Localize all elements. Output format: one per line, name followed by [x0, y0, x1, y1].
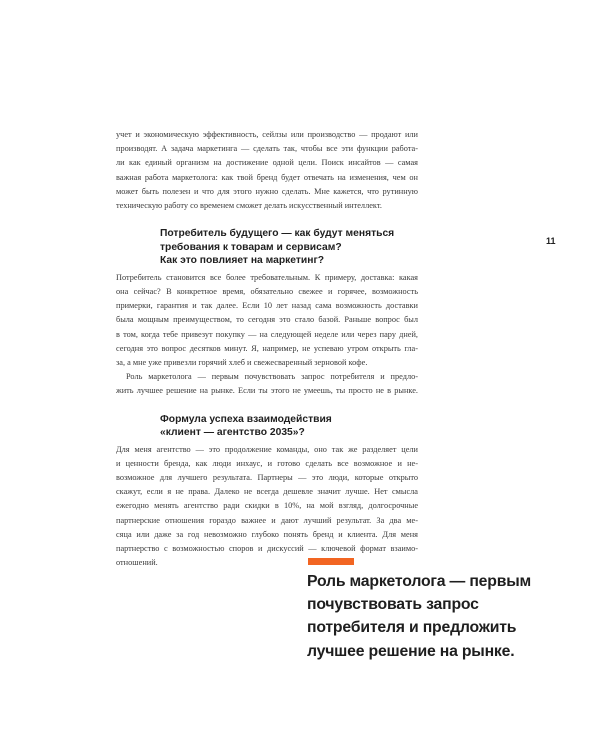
pull-quote-line: почувствовать запрос	[307, 596, 479, 614]
agency-paragraph	[116, 443, 418, 571]
pull-quote-line: потребителя и предложить	[307, 619, 517, 637]
text-line: может быть полезен и что для этого нужно сделать. Мне кажется, что рутинную	[116, 186, 418, 196]
text-line: была мощным преимуществом, то сегодня это стало базой. Раньше вопрос был	[116, 315, 418, 325]
heading-line: Формула успеха взаимодействия	[160, 413, 332, 425]
text-line: за, а мне уже привезли горячий хлеб и свежесваренный зерновой кофе.	[116, 357, 368, 367]
text-line: важная работа маркетолога: как твой бренд будет отвечать на изменения, чем он	[116, 172, 418, 182]
text-line: и ценности бренда, как люди инхаус, и готово сделать все возможное и не-	[116, 458, 418, 468]
intro-paragraph	[116, 128, 418, 213]
consumer-paragraph	[116, 271, 418, 370]
article-column	[116, 128, 418, 570]
text-line: производят. А задача маркетинга — сделать так, чтобы все эти функции работа-	[116, 144, 418, 154]
heading-line: Как это повлияет на маркетинг?	[160, 255, 325, 267]
text-line: примерки, гарантия и так далее. Если 10 лет назад сама возможность доставки	[116, 301, 418, 311]
text-line: она сейчас? В конкретное время, обязательно свежее и горячее, возможность	[116, 286, 418, 296]
text-line: партнерство с возможностью споров и дискуссий — ключевой формат взаимо-	[116, 543, 418, 553]
accent-bar	[308, 558, 354, 565]
text-line: жить лучшее решение на рынке. Если ты этого не умеешь, ты просто не в рынке.	[116, 386, 418, 396]
text-line: техническую работу со временем сможет делать искусственный интеллект.	[116, 201, 382, 211]
pull-quote-line: Роль маркетолога — первым	[307, 573, 531, 590]
text-line: Роль маркетолога — первым почувствовать запрос потребителя и предло-	[126, 372, 418, 382]
text-line: партнерские отношения гораздо важнее и дают лучший результат. За два ме-	[116, 515, 418, 525]
text-line: отношений.	[116, 558, 158, 568]
text-line: Для меня агентство — это продолжение команды, оно так же разделяет цели	[116, 444, 418, 454]
text-line: возможное для лучшего результата. Партнеры — это люди, которые открыто	[116, 472, 418, 482]
text-line: учет и экономическую эффективность, сейлзы или производство — продают или	[116, 130, 418, 139]
section-heading-success-formula	[160, 413, 418, 440]
text-line: Потребитель становится все более требовательным. К примеру, доставка: какая	[116, 272, 418, 282]
text-line: ежегодно менять агентство ради скидки в 10%, на мой взгляд, долгосрочные	[116, 501, 418, 511]
pull-quote-line: лучшее решение на рынке.	[307, 642, 515, 660]
text-line: ли как единый организм на достижение одной цели. Поиск инсайтов — самая	[116, 158, 418, 168]
page-number: 11	[546, 236, 556, 246]
section-heading-consumer	[160, 227, 418, 268]
text-line: сегодня это вопрос десятков минут. Я, например, не успеваю утром открыть гла-	[116, 343, 418, 353]
text-line: скажут, если я не права. Далеко не всегда дешевле значит лучше. Нет смысла	[116, 487, 418, 497]
heading-line: «клиент — агентство 2035»?	[160, 427, 305, 439]
text-line: сяца или даже за год невозможно глубоко понять бренд и клиента. Для меня	[116, 529, 418, 539]
pull-quote	[307, 570, 587, 663]
heading-line: Потребитель будущего — как будут меняться	[160, 228, 395, 240]
heading-line: требования к товарам и сервисам?	[160, 241, 342, 253]
marketer-role-paragraph	[116, 370, 418, 398]
text-line: в том, когда тебе привезут покупку — на следующей неделе или через пару дней,	[116, 329, 418, 339]
